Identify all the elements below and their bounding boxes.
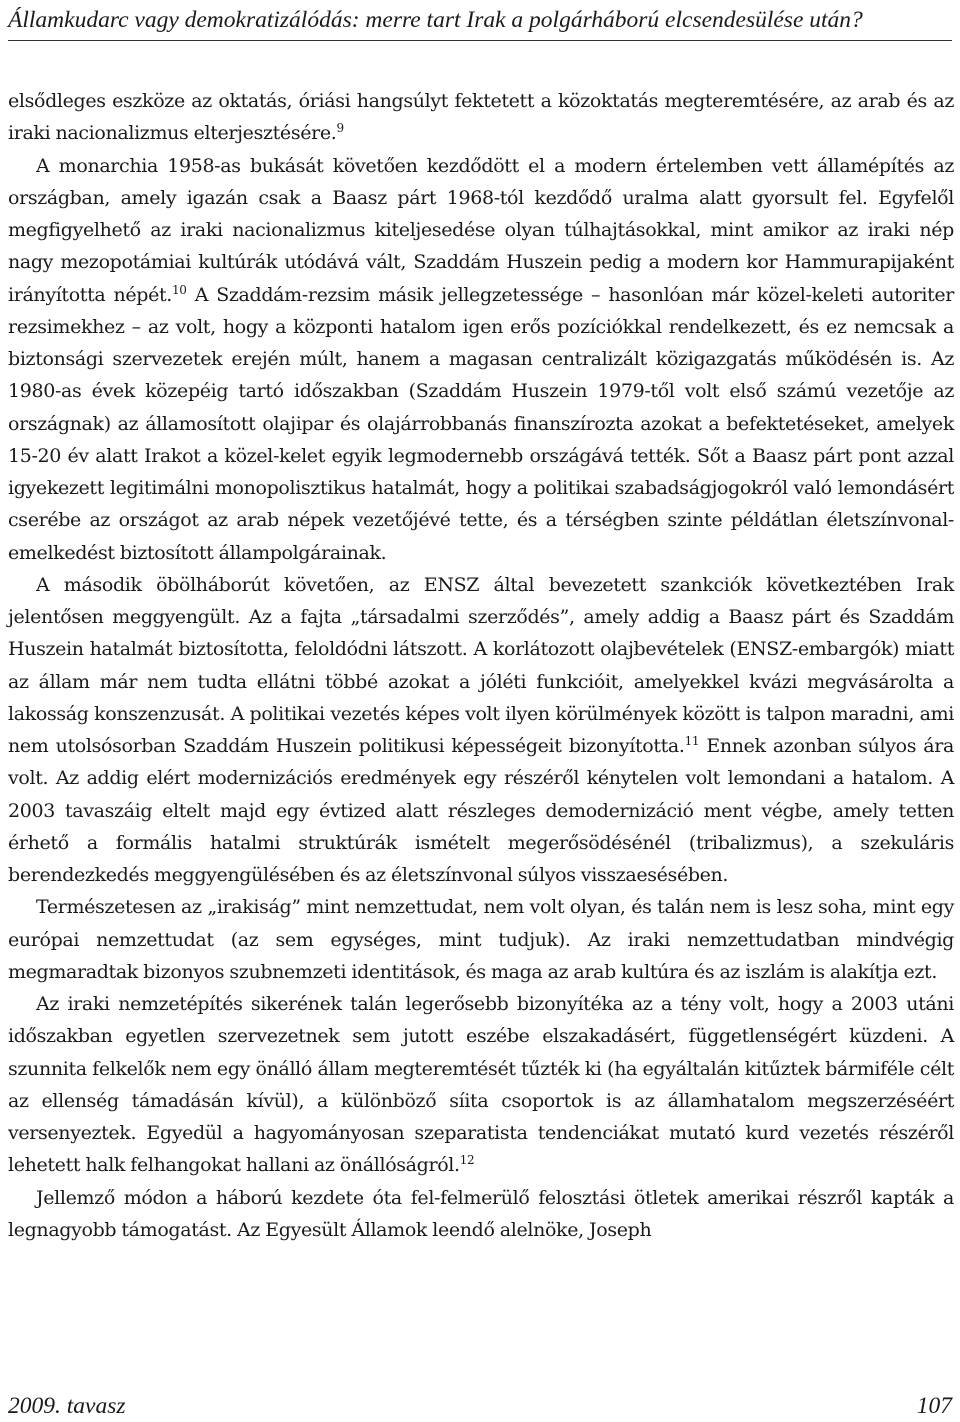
paragraph-3-text: A második öbölháborút követően, az ENSZ által bevezetett szankciók következtében Irak jelentősen meggyengült. Az a fajta „társadalmi szerződés”, amely addig a Baasz párt és Szaddám Huszein hatalmát biztosította, feloldódni látszott. A korlátozott olajbevételek (ENSZ-embargók) miatt az állam már nem tudta ellátni többé azokat a jóléti funkcióit, amelyekkel kvázi megvásárolta a lakosság konszenzusát. A politikai vezetés képes volt ilyen körülmények között is talpon maradni, ami nem utolsósorban Szaddám Huszein politikusi képességeit bizonyította.: [8, 573, 954, 757]
paragraph-2: [8, 150, 954, 569]
footnote-ref-10[interactable]: 10: [171, 282, 187, 297]
header-rule: [8, 40, 952, 41]
page-number: 107: [916, 1393, 952, 1419]
paragraph-1: [8, 85, 954, 150]
footnote-ref-11[interactable]: 11: [684, 734, 700, 748]
paragraph-3-rest: Ennek azonban súlyos ára volt. Az addig elért modernizációs eredmények egy részéről kénytelen volt lemondani a hatalom. A 2003 tavaszáig eltelt majd egy évtized alatt részleges demodernizáció ment végbe, amely tetten érhető a formális hatalmi struktúrák ismételt megerősödésénél (tribalizmus), a szekuláris berendezkedés meggyengülésében és az életszínvonal súlyos visszaesésében.: [8, 735, 954, 886]
footnote-ref-12[interactable]: 12: [459, 1153, 475, 1168]
paragraph-3: [8, 569, 954, 892]
paragraph-2-text: A monarchia 1958-as bukását követően kezdődött el a modern értelemben vett államépítés az országban, amely igazán csak a Baasz párt 1968-tól kezdődő uralma alatt gyorsult fel. Egyfelől megfigyelhető az iraki nacionalizmus kiteljesedése olyan túlhajtásokkal, mint amikor az iraki nép nagy mezopotámiai kultúrák utódává vált, Szaddám Huszein pedig a modern kor Hammurapijaként irányította népét.: [8, 154, 954, 306]
paragraph-5-text: Az iraki nemzetépítés sikerének talán legerősebb bizonyítéka az a tény volt, hogy a 2003 utáni időszakban egyetlen szervezetnek sem jutott eszébe elszakadásért, függetlenségért küzdeni. A szunnita felkelők nem egy önálló állam megteremtését tűzték ki (ha egyáltalán kitűztek bármiféle célt az ellenség támadásán kívül), a különböző síita csoportok is az államhatalom megszerzéséért versenyeztek. Egyedül a hagyományosan szeparatista tendenciákat mutató kurd vezetés részéről lehetett halk felhangokat hallani az önállóságról.: [8, 993, 954, 1177]
paragraph-1-text: elsődleges eszköze az oktatás, óriási hangsúlyt fektetett a közoktatás megteremtésére, az arab és az iraki nacionalizmus elterjesztésére.: [8, 90, 954, 145]
paragraph-6: Jellemző módon a háború kezdete óta fel-felmerülő felosztási ötletek amerikai részről kapták a legnagyobb támogatást. Az Egyesült Államok leendő alelnöke, Joseph: [8, 1186, 954, 1241]
running-header: Államkudarc vagy demokratizálódás: merre tart Irak a polgárháború elcsendesülése után?: [8, 7, 863, 33]
issue-label: 2009. tavasz: [8, 1393, 126, 1419]
paragraph-2-rest: A Szaddám-rezsim másik jellegzetessége – hasonlóan már közel-keleti autoriter rezsimekhez – az volt, hogy a központi hatalom igen erős pozíciókkal rendelkezett, és ez nemcsak a biztonsági szervezetek erején múlt, hanem a magasan centralizált közigazgatás működésén is. Az 1980-as évek közepéig tartó időszakban (Szaddám Huszein 1979-től volt első számú vezetője az országnak) az államosított olajipar és olajárrobbanás finanszírozta azokat a befektetéseket, amelyek 15-20 év alatt Irakot a közel-kelet egyik legmodernebb országává tették. Sőt a Baasz párt pont azzal igyekezett legitimálni monopolisztikus hatalmát, hogy a politikai szabadságjogokról való lemondásért cserébe az országot az arab népek vezetőjévé tette, és a térségben szinte példátlan életszínvonal-emelkedést biztosított állampolgárainak.: [8, 283, 954, 564]
paragraph-4: Természetesen az „irakiság” mint nemzettudat, nem volt olyan, és talán nem is lesz soha, mint egy európai nemzettudat (az sem egységes, mint tudjuk). Az iraki nemzettudatban mindvégig megmaradtak bizonyos szubnemzeti identitások, és maga az arab kultúra és az iszlám is alakítja ezt.: [8, 896, 954, 983]
article-body: [8, 85, 954, 1246]
paragraph-5: [8, 988, 954, 1182]
footnote-ref-9[interactable]: 9: [336, 121, 344, 136]
